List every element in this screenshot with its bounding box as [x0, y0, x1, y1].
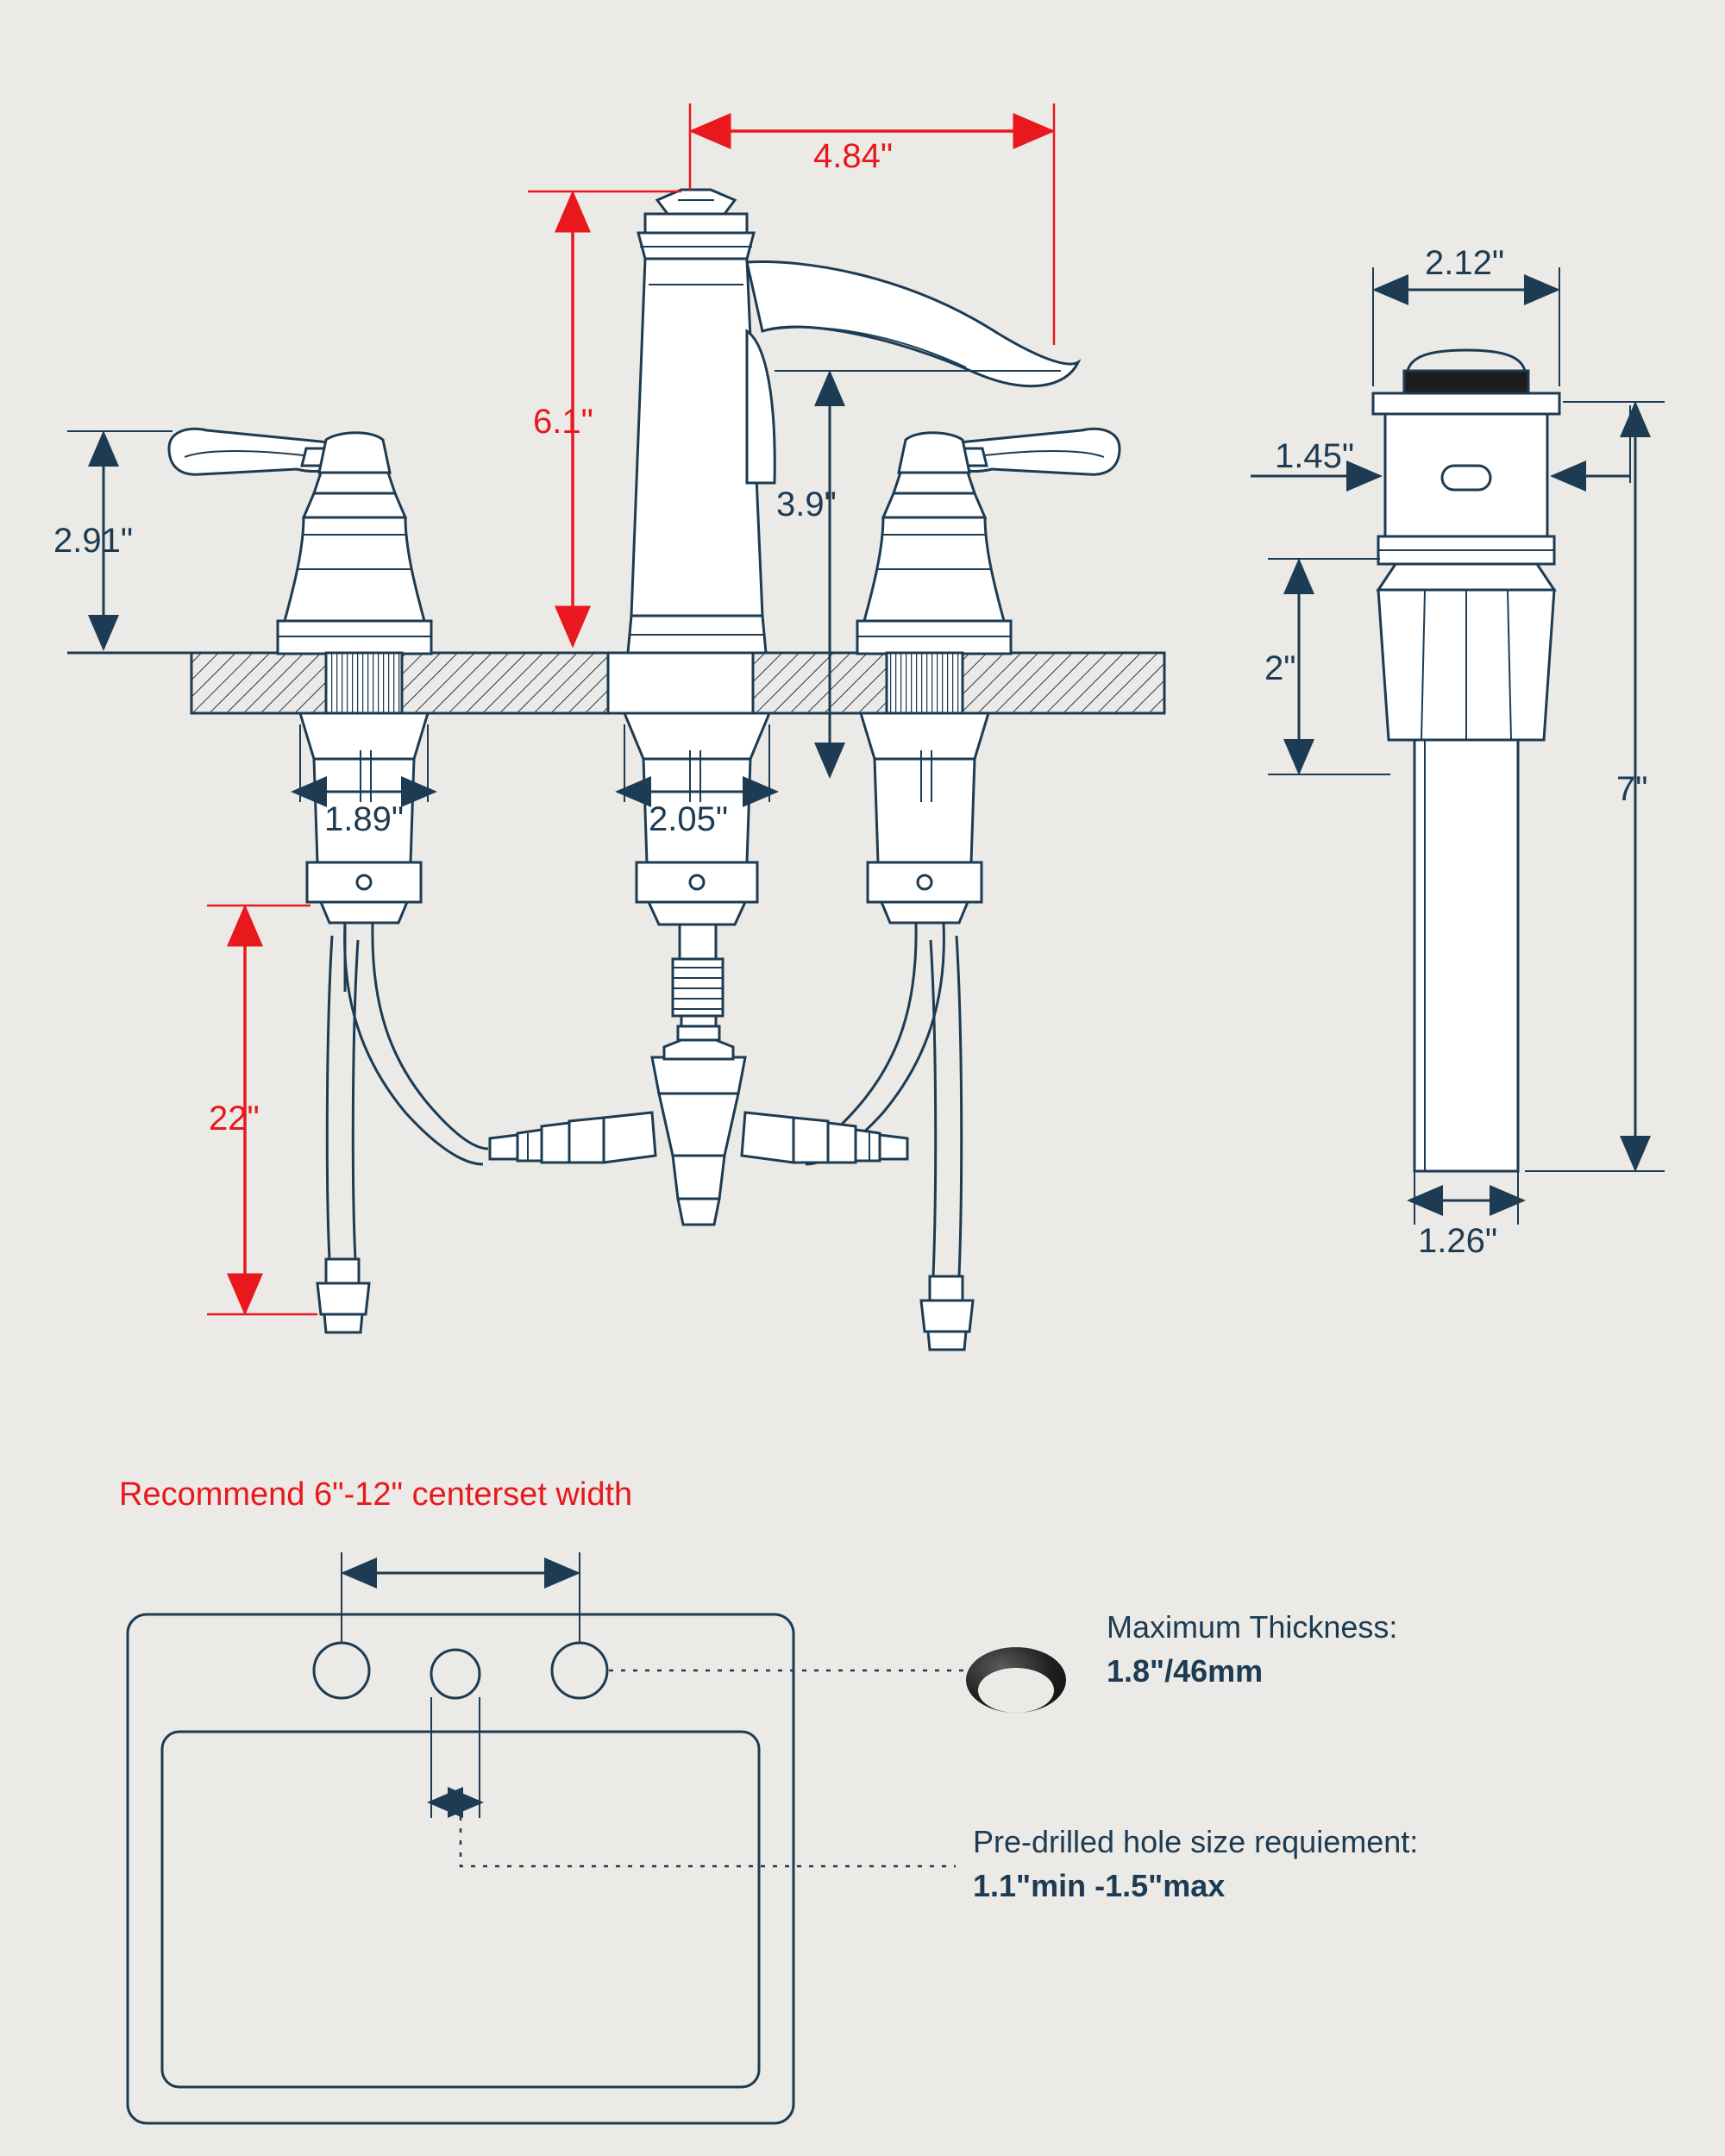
dimension-label-spout-reach: 4.84" [813, 137, 894, 175]
dimension-label-spout-height: 6.1" [533, 403, 593, 441]
sink-deck-view [128, 1552, 1066, 2123]
dimension-label-handle-height: 2.91" [53, 522, 134, 560]
callout-hole-size-title: Pre-drilled hole size requiement: [973, 1824, 1419, 1859]
left-handle-assembly [169, 429, 488, 1332]
dimension-drain-cap-width [1373, 244, 1559, 386]
right-handle-assembly [800, 429, 1120, 1350]
dimension-drain-tail-diameter [1409, 1171, 1523, 1260]
callout-max-thickness-title: Maximum Thickness: [1107, 1609, 1398, 1645]
dimension-supply-length [207, 906, 317, 1314]
callout-max-thickness [1107, 1607, 1641, 1694]
drain-assembly [1373, 350, 1559, 1171]
hole-thickness-icon [966, 1647, 1066, 1713]
dimension-label-drain-body-height: 2" [1264, 649, 1296, 687]
dimension-label-supply-length: 22" [209, 1100, 260, 1138]
dimension-label-drain-total-height: 7" [1616, 770, 1648, 808]
centerset-recommendation [119, 1476, 895, 1514]
countertop-section [67, 653, 1164, 713]
dimension-handle-height [53, 431, 172, 649]
callout-max-thickness-value: 1.8"/46mm [1107, 1652, 1264, 1689]
dimension-label-drain-tail-diameter: 1.26" [1418, 1222, 1498, 1260]
dimension-label-drain-cap-width: 2.12" [1425, 244, 1505, 282]
dimension-label-handle-base-width: 1.89" [324, 800, 405, 838]
dimension-label-spout-base-width: 2.05" [649, 800, 729, 838]
dimension-drain-body-height [1264, 559, 1390, 774]
centerset-recommendation-text: Recommend 6"-12" centerset width [119, 1476, 633, 1513]
callout-hole-size-value: 1.1"min -1.5"max [973, 1867, 1226, 1903]
callout-hole-size [973, 1821, 1654, 1908]
dimension-label-drain-body-offset: 1.45" [1275, 437, 1355, 475]
dimension-label-spout-clearance: 3.9" [776, 486, 837, 523]
